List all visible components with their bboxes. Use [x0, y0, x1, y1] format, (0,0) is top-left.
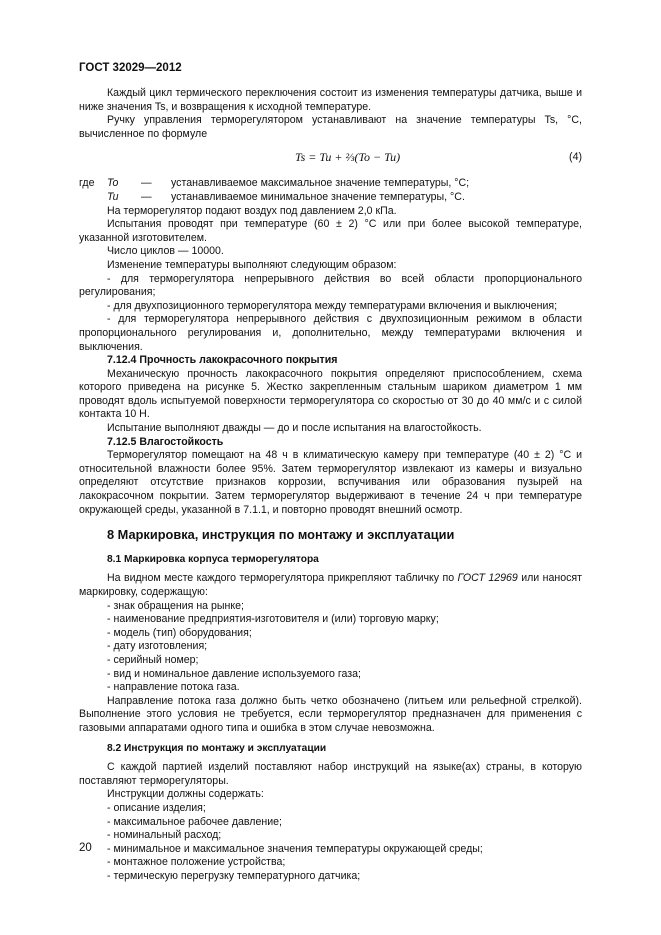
- where-row: [79, 177, 582, 191]
- paragraph: Ручку управления терморегулятором устанавливают на значение температуры Ts, °С, вычисленное по формуле: [79, 114, 582, 140]
- where-label: где: [79, 177, 95, 190]
- paragraph: Число циклов — 10000.: [107, 245, 224, 258]
- list-item: - монтажное положение устройства;: [107, 856, 286, 869]
- list-item: - вид и номинальное давление используемого газа;: [107, 667, 361, 680]
- paragraph: Испытание выполняют дважды — до и после испытания на влагостойкость.: [107, 422, 482, 435]
- list-item: - наименование предприятия-изготовителя и (или) торговую марку;: [107, 613, 439, 626]
- formula: Ts = Tu + ⅔(To − Tu): [295, 150, 401, 165]
- section-heading: 8.2 Инструкция по монтажу и эксплуатации: [107, 742, 327, 754]
- paragraph: Каждый цикл термического переключения состоит из изменения температуры датчика, выше и ниже значения Ts, и возвращения к исходной температуре.: [79, 87, 582, 113]
- list-item: - описание изделия;: [107, 801, 206, 814]
- list-item: - направление потока газа.: [107, 681, 240, 694]
- chapter-heading: 8 Маркировка, инструкция по монтажу и эксплуатации: [107, 527, 455, 543]
- dash: —: [141, 177, 152, 190]
- paragraph: Терморегулятор помещают на 48 ч в климатическую камеру при температуре (40 ± 2) °С и относительной влажности более 95%. Затем терморегулятор извлекают из камеры и визуально определяют отсутствие признаков коррозии, вспучивания или образования пузырей на лакокрасочном покрытии. Затем терморегулятор выдерживают в течение 24 ч при температуре окружающей среды, указанной в 7.1.1, и повторно проводят внешний осмотр.: [79, 449, 582, 516]
- formula-block: [79, 141, 582, 177]
- list-item: - максимальное рабочее давление;: [107, 815, 282, 828]
- list-item: - термическую перегрузку температурного датчика;: [107, 869, 361, 882]
- list-item: - минимальное и максимальное значения температуры окружающей среды;: [107, 842, 483, 855]
- formula-number: (4): [569, 151, 582, 164]
- list-item: - модель (тип) оборудования;: [107, 626, 252, 639]
- definition: устанавливаемое минимальное значение температуры, °С.: [171, 190, 465, 203]
- paragraph: Механическую прочность лакокрасочного покрытия определяют приспособлением, схема которого приведена на рисунке 5. Жестко закрепленным стальным шариком диаметром 1 мм проводят вдоль испытуемой поверхности терморегулятора со скоростью от 30 до 40 мм/с и с силой контакта 10 Н.: [79, 367, 582, 421]
- paragraph: Инструкции должны содержать:: [107, 788, 264, 801]
- paragraph: На терморегулятор подают воздух под давлением 2,0 кПа.: [107, 204, 397, 217]
- where-row: [79, 191, 582, 205]
- standard-reference: ГОСТ 12969: [457, 572, 518, 585]
- section-heading: 7.12.4 Прочность лакокрасочного покрытия: [107, 354, 338, 367]
- page-number: 20: [79, 842, 92, 854]
- document-header: ГОСТ 32029—2012: [79, 62, 182, 74]
- list-item: - знак обращения на рынке;: [107, 599, 244, 612]
- symbol: Tu: [107, 190, 119, 203]
- list-item: - для терморегулятора непрерывного действия во всей области пропорционального регулирования;: [79, 272, 582, 299]
- list-item: - серийный номер;: [107, 653, 199, 666]
- symbol: To: [107, 177, 119, 190]
- list-item: - номинальный расход;: [107, 829, 222, 842]
- document-body: [79, 87, 582, 883]
- definition: устанавливаемое максимальное значение температуры, °С;: [171, 177, 470, 190]
- paragraph: Испытания проводят при температуре (60 ± 2) °С или при более высокой температуре, указанной изготовителем.: [79, 218, 582, 244]
- list-item: - дату изготовления;: [107, 640, 208, 653]
- section-heading: 8.1 Маркировка корпуса терморегулятора: [107, 553, 319, 565]
- section-heading: 7.12.5 Влагостойкость: [107, 435, 224, 448]
- paragraph: Изменение температуры выполняют следующим образом:: [107, 258, 397, 271]
- list-item: - для двухпозиционного терморегулятора между температурами включения и выключения;: [107, 299, 558, 312]
- paragraph: Направление потока газа должно быть четко обозначено (литьем или рельефной стрелкой). Выполнение этого условия не требуется, если терморегулятор предназначен для применения с газовыми аппаратами одного типа и ошибка в этом случае невозможна.: [79, 694, 582, 734]
- list-item: - для терморегулятора непрерывного действия с двухпозиционным режимом в области пропорционального регулирования и, дополнительно, между температурами включения и выключения.: [79, 313, 582, 353]
- paragraph: На видном месте каждого терморегулятора прикрепляют табличку по ГОСТ 12969 или наносят маркировку, содержащую:: [79, 572, 582, 598]
- paragraph: С каждой партией изделий поставляют набор инструкций на языке(ах) страны, в которую поставляют терморегуляторы.: [79, 761, 582, 787]
- dash: —: [141, 190, 152, 203]
